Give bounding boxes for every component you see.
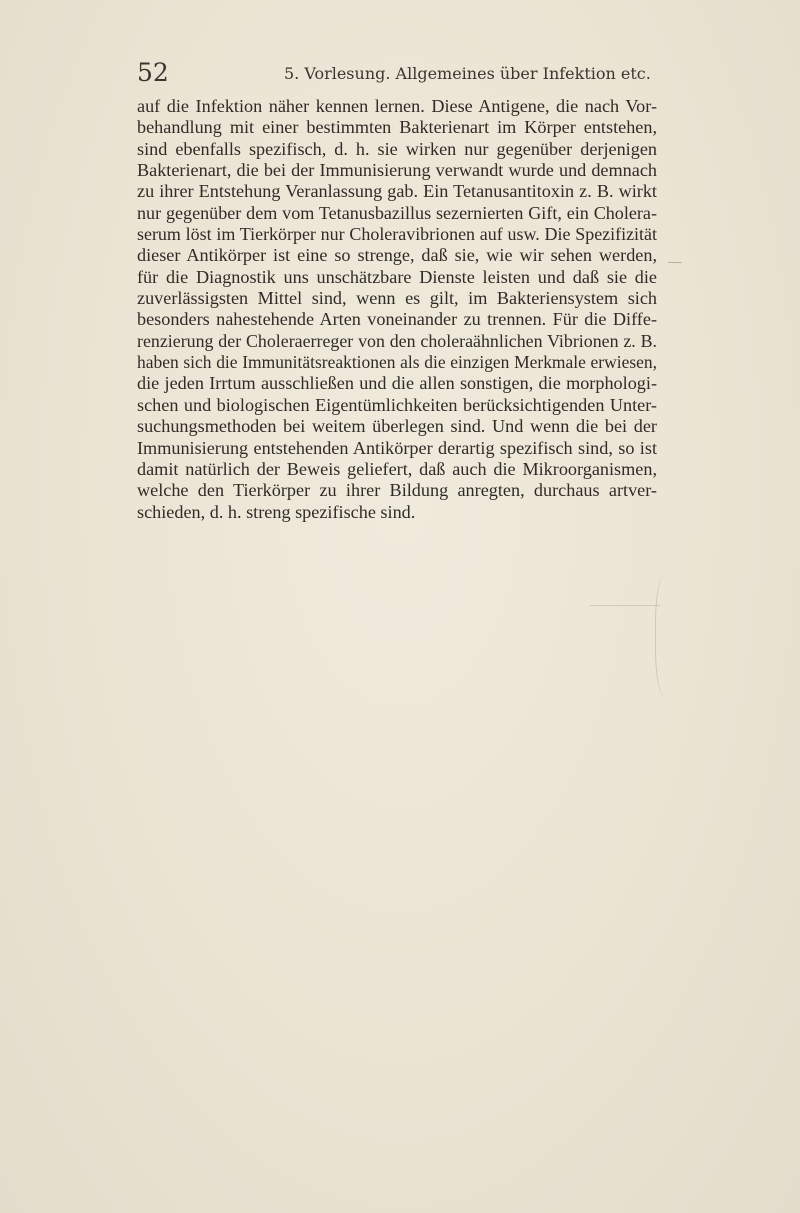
running-head-title: 5. Vorlesung. Allgemeines über Infektion etc. <box>284 64 651 83</box>
text-line: Immunisierung entstehenden Antikörper derartig spezifisch sind, so ist <box>137 437 657 458</box>
body-paragraph <box>137 96 657 523</box>
text-line: behandlung mit einer bestimmten Bakterienart im Körper entstehen, <box>137 117 657 138</box>
margin-mark <box>668 262 682 263</box>
show-through-rule <box>590 605 660 606</box>
text-line: renzierung der Choleraerreger von den choleraähnlichen Vibrionen z. B. <box>137 330 657 351</box>
text-line: welche den Tierkörper zu ihrer Bildung anregten, durchaus artver- <box>137 480 657 501</box>
text-line: suchungsmethoden bei weitem überlegen sind. Und wenn die bei der <box>137 416 657 437</box>
text-line: besonders nahestehende Arten voneinander zu trennen. Für die Diffe- <box>137 309 657 330</box>
text-line: zu ihrer Entstehung Veranlassung gab. Ein Tetanusantitoxin z. B. wirkt <box>137 181 657 202</box>
text-line: für die Diagnostik uns unschätzbare Dienste leisten und daß sie die <box>137 266 657 287</box>
show-through-bracket <box>655 576 678 696</box>
text-line: serum löst im Tierkörper nur Choleravibrionen auf usw. Die Spezifizität <box>137 224 657 245</box>
text-line: zuverlässigsten Mittel sind, wenn es gilt, im Bakteriensystem sich <box>137 288 657 309</box>
text-line: die jeden Irrtum ausschließen und die allen sonstigen, die morphologi- <box>137 373 657 394</box>
text-line: schen und biologischen Eigentümlichkeiten berücksichtigenden Unter- <box>137 394 657 415</box>
text-line: haben sich die Immunitätsreaktionen als die einzigen Merkmale erwiesen, <box>137 352 657 373</box>
running-head <box>137 58 657 88</box>
text-line: sind ebenfalls spezifisch, d. h. sie wirken nur gegenüber derjenigen <box>137 138 657 159</box>
text-line: dieser Antikörper ist eine so strenge, daß sie, wie wir sehen werden, <box>137 245 657 266</box>
text-line-last: schieden, d. h. streng spezifische sind. <box>137 501 416 522</box>
page-number: 52 <box>137 58 169 87</box>
text-line: nur gegenüber dem vom Tetanusbazillus sezernierten Gift, ein Cholera- <box>137 202 657 223</box>
text-line: Bakterienart, die bei der Immunisierung verwandt wurde und demnach <box>137 160 657 181</box>
text-line: auf die Infektion näher kennen lernen. Diese Antigene, die nach Vor- <box>137 96 657 116</box>
text-line: damit natürlich der Beweis geliefert, daß auch die Mikroorganismen, <box>137 458 657 479</box>
